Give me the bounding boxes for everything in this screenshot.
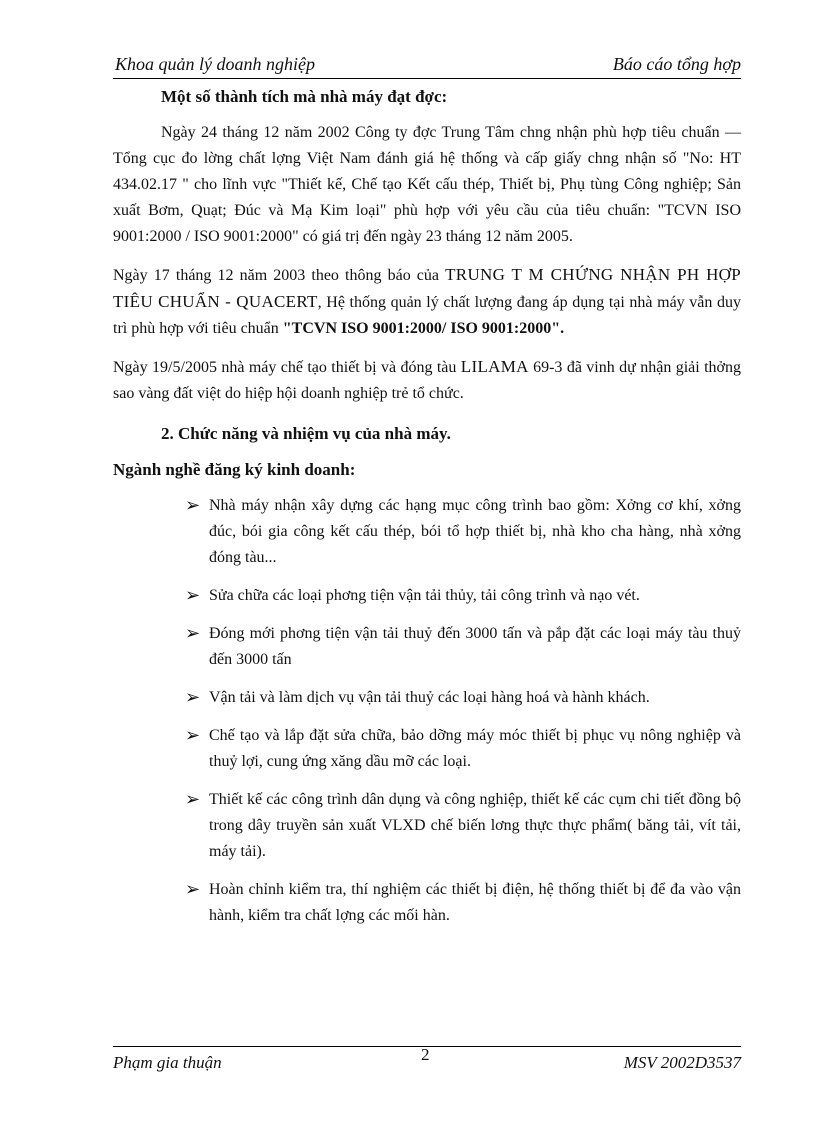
list-item	[113, 685, 741, 711]
arrow-bullet-icon: ➢	[185, 687, 201, 707]
achievements-heading: Một số thành tích mà nhà máy đạt đợc:	[161, 87, 448, 106]
arrow-bullet-icon: ➢	[185, 725, 201, 745]
functions-heading: 2. Chức năng và nhiệm vụ của nhà máy.	[161, 424, 451, 443]
list-item-text: Hoàn chỉnh kiểm tra, thí nghiệm các thiết bị điện, hệ thống thiết bị để đa vào vận hành, kiểm tra chất lợng các mối hàn.	[209, 881, 741, 924]
p2-text-a: Ngày 17 tháng 12 năm 2003 theo thông báo của	[113, 267, 446, 284]
header-report-title: Báo cáo tổng hợp	[612, 54, 741, 74]
p2-standard: "TCVN ISO 9001:2000/ ISO 9001:2000".	[282, 320, 565, 337]
list-item-text: Đóng mới phơng tiện vận tải thuỷ đến 3000 tấn và pắp đặt các loại máy tàu thuỷ đến 3000 tấn	[209, 625, 741, 668]
list-item-text: Sửa chữa các loại phơng tiện vận tải thủy, tải công trình và nạo vét.	[209, 587, 640, 604]
header-faculty: Khoa quản lý doanh nghiệp	[115, 54, 315, 74]
achievement-paragraph-1: Ngày 24 tháng 12 năm 2002 Công ty đợc Trung Tâm chng nhận phù hợp tiêu chuẩn — Tổng cục đo lờng chất lợng Việt Nam đánh giá hệ thống và cấp giấy chng nhận số "No: HT 434.02.17 " cho lĩnh vực "Thiết kế, Chế tạo Kết cấu thép, Thiết bị, Phụ tùng Công nghiệp; Sản xuất Bơm, Quạt; Đúc và Mạ Kim loại" phù hợp với yêu cầu của tiêu chuẩn: "TCVN ISO 9001:2000 / ISO 9001:2000" có giá trị đến ngày 23 tháng 12 năm 2005.	[113, 124, 741, 245]
list-item	[113, 493, 741, 571]
arrow-bullet-icon: ➢	[185, 623, 201, 643]
arrow-bullet-icon: ➢	[185, 585, 201, 605]
list-item-text: Vận tải và làm dịch vụ vận tải thuỷ các loại hàng hoá và hành khách.	[209, 689, 650, 706]
p3-text-a: Ngày 19/5/2005 nhà máy chế tạo thiết bị và đóng tàu	[113, 359, 461, 376]
business-lines-heading: Ngành nghề đăng ký kinh doanh:	[113, 460, 356, 479]
footer-author: Phạm gia thuận	[113, 1053, 222, 1072]
list-item	[113, 787, 741, 865]
arrow-bullet-icon: ➢	[185, 789, 201, 809]
list-item	[113, 723, 741, 775]
arrow-bullet-icon: ➢	[185, 879, 201, 899]
p2-text-b: , Hệ thống quản lý chất lượng đang áp dụng tại nhà máy vẫn duy trì phù hợp với tiêu chuẩn	[113, 294, 741, 337]
achievement-paragraph-2	[113, 262, 741, 342]
list-item-text: Nhà máy nhận xây dựng các hạng mục công trình bao gồm: Xởng cơ khí, xởng đúc, bói gia công kết cấu thép, bói tổ hợp thiết bị, nhà kho cha hàng, nhà xởng đóng tàu...	[209, 497, 741, 566]
list-item	[113, 621, 741, 673]
footer-student-id: MSV 2002D3537	[623, 1053, 741, 1072]
page-header	[113, 52, 741, 79]
business-lines-list	[113, 493, 741, 929]
page-footer	[113, 1046, 741, 1075]
p2-org-name: TRUNG T M CHỨNG NHẬN PH HỢP TIÊU CHUẨN - QUACERT	[113, 265, 742, 311]
arrow-bullet-icon: ➢	[185, 495, 201, 515]
p3-text-b: 69-3 đã vinh dự nhận giải thởng sao vàng đất việt do hiệp hội doanh nghiệp trẻ tổ chức.	[113, 359, 741, 402]
achievement-paragraph-3	[113, 354, 741, 407]
list-item-text: Thiết kế các công trình dân dụng và công nghiệp, thiết kế các cụm chi tiết đồng bộ trong dây truyền sản xuất VLXD chế biến lơng thực thực phẩm( băng tải, vít tải, máy tải).	[209, 791, 741, 860]
p3-company: LILAMA	[460, 357, 529, 376]
page-number: 2	[421, 1045, 430, 1064]
list-item-text: Chế tạo và lắp đặt sửa chữa, bảo dỡng máy móc thiết bị phục vụ nông nghiệp và thuỷ lợi, cung ứng xăng dầu mỡ các loại.	[209, 727, 741, 770]
list-item	[113, 877, 741, 929]
document-body	[113, 82, 741, 929]
list-item	[113, 583, 741, 609]
